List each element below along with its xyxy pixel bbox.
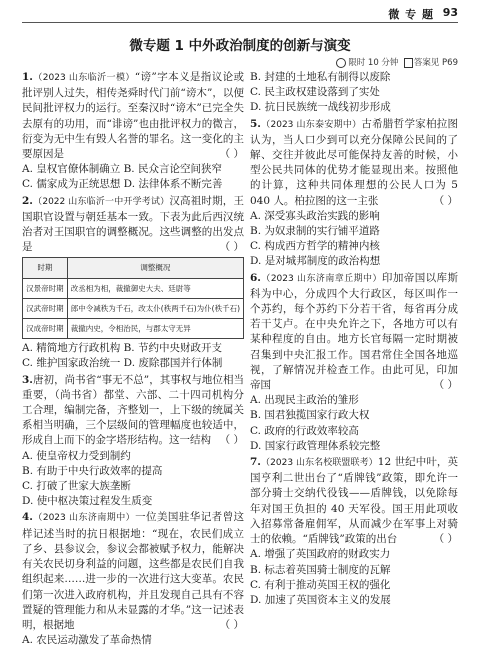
option-c: C. 政府的行政效率较高 — [250, 424, 359, 437]
page-header — [0, 0, 480, 26]
question-text: 古希腊哲学家柏拉图认为，当人口少到可以充分保障公民间的了解、交往并彼此尽可能保持友善的时候，小型公民共同体的优势才能显现出来。按照他的计算，这种共同体理想的公民人口为 5 040 人。柏拉图的这一主张 — [250, 117, 459, 207]
question-2 — [22, 194, 244, 372]
option-c: C. 民主政权建设落到了实处 — [250, 86, 380, 99]
option-row: C. 维护国家政治统一 D. 废除郡国并行体制 — [22, 357, 223, 370]
question-number: 5. — [250, 117, 261, 130]
left-column — [22, 70, 244, 649]
question-7-stem — [250, 455, 458, 547]
question-5 — [250, 117, 458, 270]
table-cell-content: 郎中令减秩为千石，改太仆(秩两千石)为仆(秩千石) — [67, 298, 243, 318]
answer-icon — [404, 58, 413, 68]
question-6 — [250, 271, 458, 454]
option-a: A. 深受寡头政治实践的影响 — [250, 209, 380, 222]
meta-info — [336, 56, 458, 68]
answer-paren: （ ） — [433, 194, 458, 207]
answer-paren: （ ） — [219, 148, 244, 161]
header-rule — [22, 22, 458, 23]
question-3 — [22, 373, 244, 510]
question-number: 4. — [22, 511, 33, 524]
option-a: A. 使皇帝权力受到制约 — [22, 449, 131, 462]
table-row — [23, 319, 244, 339]
answer-paren: （ ） — [219, 241, 244, 254]
question-7 — [250, 455, 458, 608]
page-title: 微专题 1 中外政治制度的创新与演变 — [129, 38, 351, 54]
question-text: “谤”字本义是指议论或批评别人过失，相传尧舜时代门前“谤木”，以便民间批评权力的运行。至秦汉时“谤木”已完全失去原有的功用，而“诽谤”也由批评权力的微言，衍变为无中生有毁人名誉的罪名。这一变化的主要原因是 — [22, 71, 244, 161]
option-row: C. 儒家成为正统思想 D. 法律体系不断完善 — [22, 178, 223, 191]
table-cell-content: 改丞相为相，裁撤御史大夫、廷尉等 — [67, 278, 243, 298]
page-number: 93 — [442, 6, 458, 19]
table-row — [23, 298, 244, 318]
answer-paren: （ ） — [433, 533, 458, 546]
question-number: 3. — [22, 373, 33, 386]
option-d: D. 抗日民族统一战线初步形成 — [250, 101, 391, 114]
table-header-period: 时期 — [23, 258, 68, 278]
clock-icon — [336, 58, 346, 68]
table-header-row — [23, 258, 244, 278]
question-text: 12 世纪中叶，英国亨利二世出台了“盾牌钱”政策，即允许一部分骑士交纳代役钱——盾牌钱，以免除每年对国王负担的 40 天军役。国王用此项收入招募常备雇佣军，从而减少在军事上对骑士的依赖。“盾牌钱”政策的出台 — [250, 456, 458, 546]
table-row — [23, 278, 244, 298]
time-limit: 限时 10 分钟 — [348, 58, 399, 68]
adjustment-table — [22, 257, 244, 339]
question-1 — [22, 70, 244, 193]
answer-paren: （ ） — [219, 434, 244, 447]
option-d: D. 国家行政管理体系较完整 — [250, 439, 381, 452]
question-6-stem — [250, 271, 458, 394]
option-c: C. 打破了世家大族垄断 — [22, 480, 131, 493]
option-b: B. 为奴隶制的实行铺平道路 — [250, 225, 380, 238]
option-d: D. 是对城邦制度的政治构想 — [250, 255, 381, 268]
answer-paren: （ ） — [433, 379, 458, 392]
question-number: 2. — [22, 194, 33, 207]
table-cell-content: 裁撤内史，令相治民，与郡太守无异 — [67, 319, 243, 339]
option-d: D. 加速了英国资本主义的发展 — [250, 593, 391, 606]
option-b: B. 标志着英国骑士制度的瓦解 — [250, 563, 391, 576]
question-text: 唐初，尚书省“事无不总”，其事权与地位相当重要，（尚书省）都堂、六部、二十四司机构分工合理，编制完备，齐整划一，上下级的统属关系相当明确，三个层级间的管理幅度也较适中，形成自上而下的金字塔形结构。这一结构 — [22, 373, 244, 447]
option-c: C. 有利于推动英国王权的强化 — [250, 578, 391, 591]
option-b: B. 封建的土地私有制得以废除 — [250, 71, 391, 83]
table-cell-period: 汉景帝时期 — [23, 278, 68, 298]
question-source: （2023 山东名校联盟联考） — [260, 458, 378, 469]
option-row: A. 皇权官僚体制确立 B. 民众言论空间狭窄 — [22, 163, 222, 176]
question-number: 7. — [250, 456, 261, 469]
right-column — [250, 70, 458, 609]
option-a: A. 农民运动激发了革命热情 — [22, 634, 152, 647]
question-5-stem — [250, 117, 458, 209]
question-4 — [22, 510, 244, 648]
question-source: （2022 山东临沂一中开学考试） — [32, 196, 170, 207]
section-tag: 微 专 题 — [388, 8, 434, 21]
answer-ref: 答案见 P69 — [413, 58, 458, 68]
question-1-stem — [22, 70, 244, 162]
option-b: B. 有助于中央行政效率的提高 — [22, 464, 163, 477]
question-2-stem — [22, 194, 244, 256]
question-text: 汉高祖时期，王国职官设置与朝廷基本一致。下表为此后西汉统治者对王国职官的调整概况。这些调整的出发点是 — [22, 194, 244, 254]
question-text: 一位美国驻华记者曾这样记述当时的抗日根据地：“现在，农民们成立了乡、县参议会，参议会都被赋予权力，能解决有关农民切身利益的问题，这些都是农民们自我组织起来……进一步的一次进行这大变革。农民们第一次进入政府机构，并且发现自己具有不容置疑的管理能力和从未显露的才华。”这一记述表明，根据地 — [22, 511, 245, 631]
question-source: （2023 山东济南章丘期中） — [260, 273, 382, 284]
question-source: （2023 山东临沂一模） — [32, 73, 135, 83]
option-c: C. 构成西方哲学的精神内核 — [250, 240, 380, 253]
option-a: A. 增强了英国政府的财政实力 — [250, 548, 391, 561]
table-cell-period: 汉武帝时期 — [23, 298, 68, 318]
question-source: （2023 山东济南期中） — [32, 513, 136, 524]
table-cell-period: 汉成帝时期 — [23, 319, 68, 339]
question-number: 1. — [22, 71, 33, 83]
question-number: 6. — [250, 271, 261, 284]
question-3-stem — [22, 373, 244, 449]
question-text: 印加帝国以库斯科为中心，分成四个大行政区，每区叫作一个苏约，每个苏约下分若干省，每省再分成若干艾卢。在中央允许之下，各地方可以有某种程度的自由。地方长官每隔一定时期被召集到中央汇报工作。国君常住全国各地巡视，了解情况并检查工作。由此可见，印加帝国 — [250, 271, 458, 392]
option-b: B. 国君独揽国家行政大权 — [250, 409, 370, 422]
option-row: A. 精简地方行政机构 B. 节约中央财政开支 — [22, 342, 222, 355]
answer-paren: （ ） — [219, 618, 244, 631]
option-d: D. 使中枢决策过程发生质变 — [22, 495, 153, 508]
table-header-content: 调整概况 — [67, 258, 243, 278]
question-4-continued — [250, 70, 458, 116]
question-4-stem — [22, 510, 244, 633]
option-a: A. 出现民主政治的雏形 — [250, 394, 359, 407]
question-source: （2023 山东泰安期中） — [260, 119, 362, 130]
